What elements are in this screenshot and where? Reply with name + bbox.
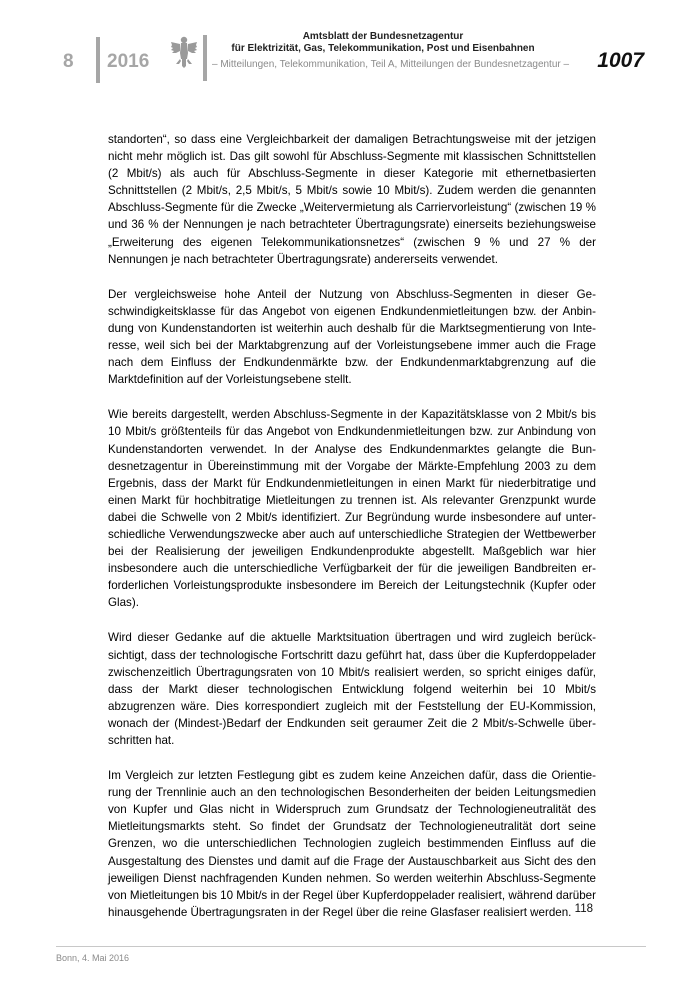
gazette-page-number: 1007 — [597, 49, 644, 72]
document-body — [108, 131, 596, 939]
footer-date: Bonn, 4. Mai 2016 — [56, 953, 130, 963]
header-divider-right — [203, 35, 207, 81]
header-divider-left — [96, 37, 100, 83]
issue-year: 2016 — [107, 51, 150, 72]
document-page-number: 118 — [574, 903, 593, 915]
gazette-title: Amtsblatt der Bundesnetzagentur — [302, 31, 464, 42]
federal-eagle-icon — [170, 34, 198, 70]
footer-divider — [56, 946, 646, 947]
section-label: – Mitteilungen, Telekommunikation, Teil A, Mitteilungen der Bundesnetzagentur – — [212, 59, 570, 70]
paragraph: Wie bereits dargestellt, werden Abschluss-Segmente in der Kapazitätsklasse von 2 Mbit/s bis 10 Mbit/s größtenteils für das Angebot von Endkundenmietleitungen bzw. zur Anbindung von Kundenstandorten verwendet. In der Analyse des Endkundenmarktes gelangte die Bundesnetzagentur in Übereinstimmung mit der Vorgabe der Märkte-Empfehlung 2003 zu dem Ergebnis, dass der Markt für Endkundenmietleitungen in einen Markt für niederbitratige und einen Markt für hochbitratige Mietleitungen zu trennen ist. Als relevanter Grenzpunkt wurde dabei die Schwelle von 2 Mbit/s identifiziert. Zur Begründung wurde insbesondere auf unterschiedliche Verwendungszwecke aber auch auf unterschiedliche Strategien der Wettbewerber bei der Realisierung der jeweiligen Endkundenprodukte abgestellt. Maßgeblich war hier insbesondere auch die unterschiedliche Verfügbarkeit der für die jeweiligen Bandbreiten erforderlichen Vorleistungsprodukte insbesondere im Bereich der Leitungstechnik (Kupfer oder Glas). — [108, 408, 596, 610]
gazette-subtitle: für Elektrizität, Gas, Telekommunikation, Post und Eisenbahnen — [231, 43, 535, 54]
paragraph: standorten“, so dass eine Vergleichbarkeit der damaligen Betrachtungsweise mit der jetzigen nicht mehr möglich ist. Das gilt sowohl für Abschluss-Segmente mit klassischen Schnittstellen (2 Mbit/s) als auch für Abschluss-Segmente in dieser Kategorie mit ethernetbasierten Schnittstellen (2 Mbit/s, 2,5 Mbit/s, 5 Mbit/s sowie 10 Mbit/s). Zudem werden die genannten Abschluss-Segmente für die Zwecke „Weitervermietung als Carriervorleistung“ (zwischen 19 % und 36 % der Nennungen je nach betrachteter Übertragungsrate) einerseits beziehungsweise „Erweiterung des eigenen Telekommunikationsnetzes“ (zwischen 9 % und 27 % der Nennungen je nach betrachteter Übertragungsrate) andererseits verwendet. — [108, 133, 596, 266]
issue-number: 8 — [63, 51, 75, 72]
paragraph: Der vergleichsweise hohe Anteil der Nutzung von Abschluss-Segmenten in dieser Geschwindigkeitsklasse für das Angebot von eigenen Endkundenmietleitungen bzw. der Anbindung von Kundenstandorten ist weiterhin auch deshalb für die Marktsegmentierung von Interesse, weil sich bei der Marktabgrenzung auf der Vorleistungsebene immer auch die Frage nach dem Einfluss der Endkundenmärkte bzw. der Endkundenmarktabgrenzung auf die Marktdefinition auf der Vorleistungsebene stellt. — [108, 287, 596, 387]
paragraph: Wird dieser Gedanke auf die aktuelle Marktsituation übertragen und wird zugleich berücksichtigt, dass der technologische Fortschritt dazu geführt hat, dass über die Kupferdoppelader zwischenzeitlich Übertragungsraten von 10 Mbit/s realisiert werden, so spricht einiges dafür, dass der Markt dieser technologischen Entwicklung folgend weiterhin bei 10 Mbit/s abzugrenzen wäre. Dies korrespondiert zugleich mit der Feststellung der EU-Kommission, wonach der (Mindest-)Bedarf der Endkunden seit geraumer Zeit die 2 Mbit/s-Schwelle überschritten hat. — [108, 631, 596, 747]
paragraph: Im Vergleich zur letzten Festlegung gibt es zudem keine Anzeichen dafür, dass die Orientierung der Trennlinie auch an den technologischen Besonderheiten der beiden Leitungsmedien von Kupfer und Glas nicht in Widerspruch zum Grundsatz der Technologieneutralität des Mietleitungsmarkts steht. So findet der Grundsatz der Technologieneutralität dort seine Grenzen, wo die unterschiedlichen Technologien zugleich bestimmenden Einfluss auf die Ausgestaltung des Dienstes und damit auf die Frage der Austauschbarkeit aus Sicht des den jeweiligen Dienst nachfragenden Kunden nehmen. So werden weiterhin Abschluss-Segmente von Mietleitungen bis 10 Mbit/s in der Regel über Kupferdoppelader realisiert, während darüber hinausgehende Übertragungsraten in der Regel über die reine Glasfaser realisiert werden. — [108, 769, 596, 919]
